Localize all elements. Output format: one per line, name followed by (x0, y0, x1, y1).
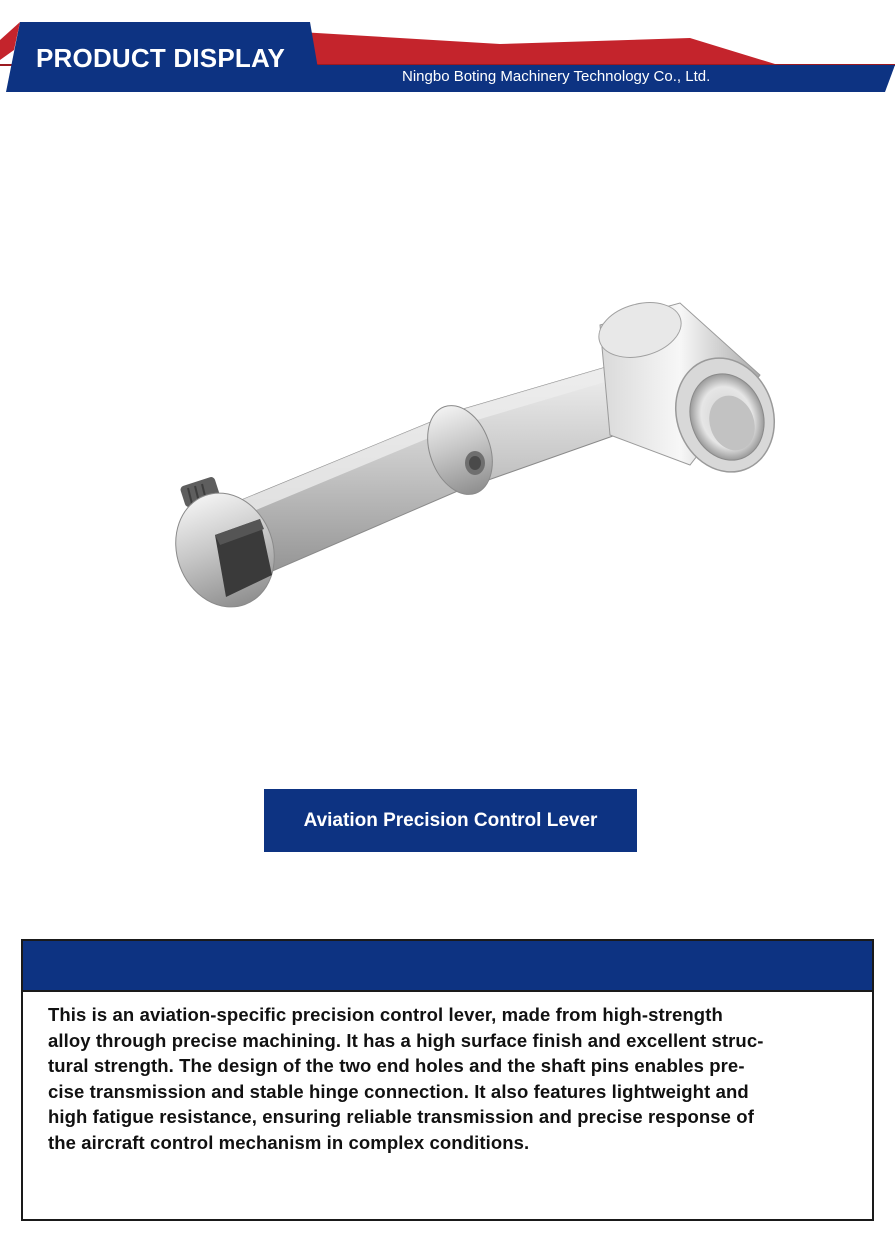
description-header-bar (23, 941, 872, 992)
description-line: the aircraft control mechanism in complex conditions. (48, 1131, 530, 1153)
product-caption: Aviation Precision Control Lever (264, 789, 637, 852)
page-title: PRODUCT DISPLAY (36, 43, 286, 73)
description-text (48, 1002, 848, 1155)
description-line: cise transmission and stable hinge connection. It also features lightweight and (48, 1080, 749, 1102)
company-name: Ningbo Boting Machinery Technology Co., Ltd. (402, 68, 711, 85)
control-lever-picture (160, 285, 800, 625)
page-header (0, 0, 895, 100)
description-panel (21, 939, 874, 1221)
description-line: alloy through precise machining. It has a high surface finish and excellent struc- (48, 1029, 764, 1051)
cylinder-end (593, 294, 790, 486)
description-line: high fatigue resistance, ensuring reliable transmission and precise response of (48, 1106, 754, 1127)
description-line: tural strength. The design of the two end holes and the shaft pins enables pre- (48, 1055, 745, 1076)
description-line: This is an aviation-specific precision control lever, made from high-strength (48, 1004, 723, 1025)
